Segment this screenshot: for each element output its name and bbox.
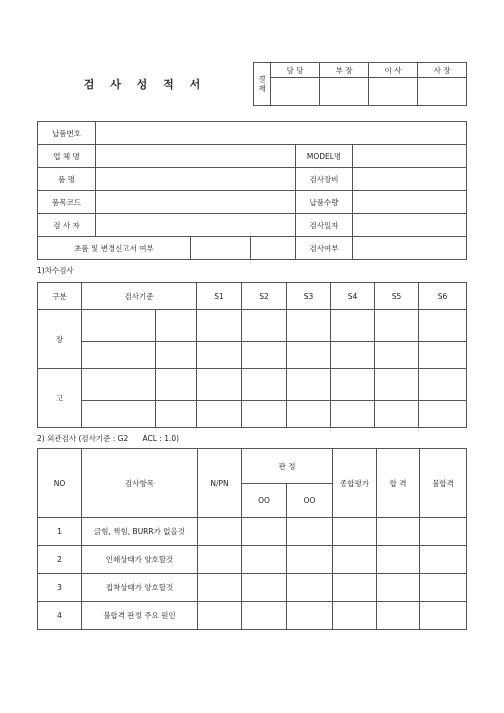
- row-item: 인쇄상태가 양호할것: [82, 546, 198, 574]
- header-s6: S6: [419, 283, 467, 310]
- section2-label: 2) 외관검사 (검사기준 : G2 ACL : 1.0): [37, 434, 180, 443]
- approval-sign-manager[interactable]: [320, 78, 369, 106]
- cell[interactable]: [375, 401, 419, 428]
- cell[interactable]: [420, 518, 467, 546]
- row-item: 불합격 판정 주요 원인: [82, 602, 198, 630]
- cell[interactable]: [242, 518, 287, 546]
- cell[interactable]: [377, 602, 420, 630]
- approval-sign-president[interactable]: [418, 78, 467, 106]
- cell[interactable]: [287, 546, 333, 574]
- cell[interactable]: [242, 574, 287, 602]
- cell[interactable]: [419, 369, 467, 401]
- header-s4: S4: [331, 283, 375, 310]
- approval-col-president: 사 장: [418, 63, 467, 78]
- cell[interactable]: [375, 310, 419, 342]
- cell[interactable]: [197, 369, 242, 401]
- cell[interactable]: [156, 342, 197, 369]
- header-s2: S2: [242, 283, 287, 310]
- header-no: NO: [38, 449, 82, 518]
- approval-sign-staff[interactable]: [271, 78, 320, 106]
- label-equipment: 검사장비: [296, 168, 353, 191]
- row-label-height: 고: [38, 369, 82, 428]
- cell[interactable]: [333, 518, 377, 546]
- field-first-article[interactable]: [191, 237, 251, 260]
- row-item: 긁힘, 찍힘, BURR가 없을것: [82, 518, 198, 546]
- label-result: 검사여부: [296, 237, 353, 260]
- cell[interactable]: [82, 401, 156, 428]
- info-table: [37, 121, 467, 260]
- cell[interactable]: [375, 342, 419, 369]
- row-no: 3: [38, 574, 82, 602]
- cell[interactable]: [333, 602, 377, 630]
- row-item: 접착상태가 양호할것: [82, 574, 198, 602]
- label-delivery-no: 납품번호: [38, 122, 96, 145]
- cell[interactable]: [242, 369, 287, 401]
- label-quantity: 납품수량: [296, 191, 353, 214]
- cell[interactable]: [331, 310, 375, 342]
- cell[interactable]: [377, 546, 420, 574]
- label-date: 검사일자: [296, 214, 353, 237]
- header-fail: 불합격: [420, 449, 467, 518]
- header-standard: 검사기준: [82, 283, 197, 310]
- field-result[interactable]: [353, 237, 467, 260]
- cell[interactable]: [287, 342, 331, 369]
- field-quantity[interactable]: [353, 191, 467, 214]
- cell[interactable]: [331, 401, 375, 428]
- cell[interactable]: [331, 342, 375, 369]
- field-item[interactable]: [96, 168, 296, 191]
- row-no: 1: [38, 518, 82, 546]
- row-no: 4: [38, 602, 82, 630]
- cell[interactable]: [82, 369, 156, 401]
- cell[interactable]: [287, 518, 333, 546]
- cell[interactable]: [198, 574, 242, 602]
- document-title: 검 사 성 적 서: [83, 78, 207, 91]
- header-s3: S3: [287, 283, 331, 310]
- cell[interactable]: [287, 369, 331, 401]
- cell[interactable]: [420, 574, 467, 602]
- header-judgement: 판 정: [242, 449, 333, 484]
- cell[interactable]: [82, 310, 156, 342]
- appearance-inspection-table: [37, 448, 467, 630]
- row-label-length: 장: [38, 310, 82, 369]
- approval-side-label: 결재: [254, 63, 271, 106]
- field-date[interactable]: [353, 214, 467, 237]
- cell[interactable]: [198, 518, 242, 546]
- cell[interactable]: [198, 602, 242, 630]
- field-model[interactable]: [353, 145, 467, 168]
- field-inspector[interactable]: [96, 214, 296, 237]
- header-s1: S1: [197, 283, 242, 310]
- label-company: 업 체 명: [38, 145, 96, 168]
- cell[interactable]: [242, 602, 287, 630]
- field-company[interactable]: [96, 145, 296, 168]
- cell[interactable]: [156, 401, 197, 428]
- header-pass: 합 격: [377, 449, 420, 518]
- cell[interactable]: [287, 602, 333, 630]
- cell[interactable]: [419, 310, 467, 342]
- header-category: 구분: [38, 283, 82, 310]
- field-item-code[interactable]: [96, 191, 296, 214]
- label-item-code: 품목코드: [38, 191, 96, 214]
- field-equipment[interactable]: [353, 168, 467, 191]
- cell[interactable]: [333, 546, 377, 574]
- approval-table: [253, 62, 467, 106]
- cell[interactable]: [156, 369, 197, 401]
- cell[interactable]: [198, 546, 242, 574]
- approval-col-director: 이 사: [369, 63, 418, 78]
- spacer-cell: [251, 237, 296, 260]
- approval-col-staff: 담 당: [271, 63, 320, 78]
- approval-col-manager: 부 장: [320, 63, 369, 78]
- header-item: 검사항목: [82, 449, 198, 518]
- cell[interactable]: [377, 518, 420, 546]
- cell[interactable]: [377, 574, 420, 602]
- cell[interactable]: [242, 546, 287, 574]
- cell[interactable]: [419, 401, 467, 428]
- cell[interactable]: [156, 310, 197, 342]
- cell[interactable]: [197, 401, 242, 428]
- section1-label: 1)차수검사: [37, 266, 74, 275]
- approval-sign-director[interactable]: [369, 78, 418, 106]
- label-item: 품 명: [38, 168, 96, 191]
- header-s5: S5: [375, 283, 419, 310]
- batch-inspection-table: [37, 282, 467, 428]
- label-first-article: 초품 및 변경신고서 여부: [38, 237, 191, 260]
- cell[interactable]: [375, 369, 419, 401]
- header-overall: 종합평가: [333, 449, 377, 518]
- row-no: 2: [38, 546, 82, 574]
- cell[interactable]: [287, 401, 331, 428]
- header-sub1: OO: [242, 484, 287, 518]
- cell[interactable]: [82, 342, 156, 369]
- header-npn: N/PN: [198, 449, 242, 518]
- label-model: MODEL명: [296, 145, 353, 168]
- field-delivery-no[interactable]: [96, 122, 467, 145]
- cell[interactable]: [331, 369, 375, 401]
- cell[interactable]: [420, 602, 467, 630]
- cell[interactable]: [197, 342, 242, 369]
- cell[interactable]: [242, 342, 287, 369]
- cell[interactable]: [287, 310, 331, 342]
- label-inspector: 검 사 자: [38, 214, 96, 237]
- cell[interactable]: [242, 310, 287, 342]
- cell[interactable]: [242, 401, 287, 428]
- cell[interactable]: [197, 310, 242, 342]
- cell[interactable]: [287, 574, 333, 602]
- header-sub2: OO: [287, 484, 333, 518]
- cell[interactable]: [419, 342, 467, 369]
- cell[interactable]: [333, 574, 377, 602]
- cell[interactable]: [420, 546, 467, 574]
